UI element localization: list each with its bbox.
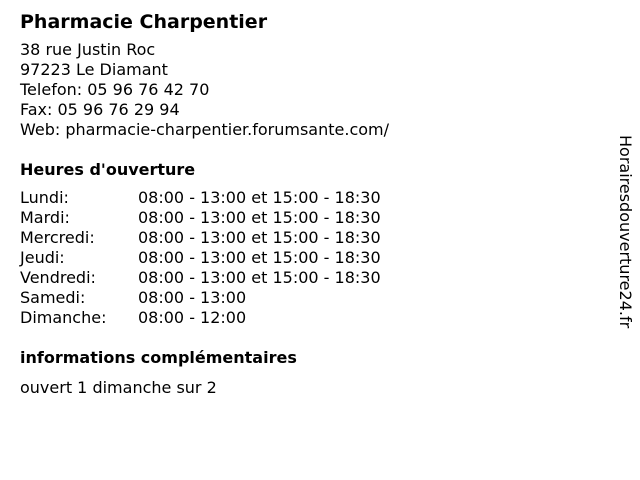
time-range: 08:00 - 13:00 et 15:00 - 18:30 <box>138 268 381 287</box>
hours-row-monday <box>20 188 381 208</box>
additional-info-text: ouvert 1 dimanche sur 2 <box>20 378 217 397</box>
street-line: 38 rue Justin Roc <box>20 40 156 59</box>
hours-row-wednesday <box>20 228 381 248</box>
day-label: Lundi: <box>20 188 69 207</box>
day-label: Jeudi: <box>20 248 65 267</box>
hours-row-friday <box>20 268 381 288</box>
time-range: 08:00 - 13:00 <box>138 288 247 307</box>
day-label: Samedi: <box>20 288 86 307</box>
time-range: 08:00 - 12:00 <box>138 308 247 327</box>
opening-hours-heading: Heures d'ouverture <box>20 160 196 179</box>
time-range: 08:00 - 13:00 et 15:00 - 18:30 <box>138 188 381 207</box>
web-line: Web: pharmacie-charpentier.forumsante.com/ <box>20 120 389 139</box>
hours-row-thursday <box>20 248 381 268</box>
hours-row-sunday <box>20 308 381 328</box>
phone-line: Telefon: 05 96 76 42 70 <box>20 80 210 99</box>
additional-info-heading: informations complémentaires <box>20 348 297 367</box>
hours-row-tuesday <box>20 208 381 228</box>
time-range: 08:00 - 13:00 et 15:00 - 18:30 <box>138 208 381 227</box>
pharmacy-name: Pharmacie Charpentier <box>20 11 268 33</box>
site-watermark: Horairesdouverture24.fr <box>616 135 635 329</box>
day-label: Dimanche: <box>20 308 107 327</box>
hours-row-saturday <box>20 288 381 308</box>
pharmacy-card <box>20 8 600 398</box>
day-label: Mardi: <box>20 208 70 227</box>
opening-hours-table <box>20 188 381 328</box>
city-line: 97223 Le Diamant <box>20 60 168 79</box>
day-label: Mercredi: <box>20 228 95 247</box>
fax-line: Fax: 05 96 76 29 94 <box>20 100 180 119</box>
day-label: Vendredi: <box>20 268 96 287</box>
address-block <box>20 40 600 140</box>
time-range: 08:00 - 13:00 et 15:00 - 18:30 <box>138 228 381 247</box>
time-range: 08:00 - 13:00 et 15:00 - 18:30 <box>138 248 381 267</box>
